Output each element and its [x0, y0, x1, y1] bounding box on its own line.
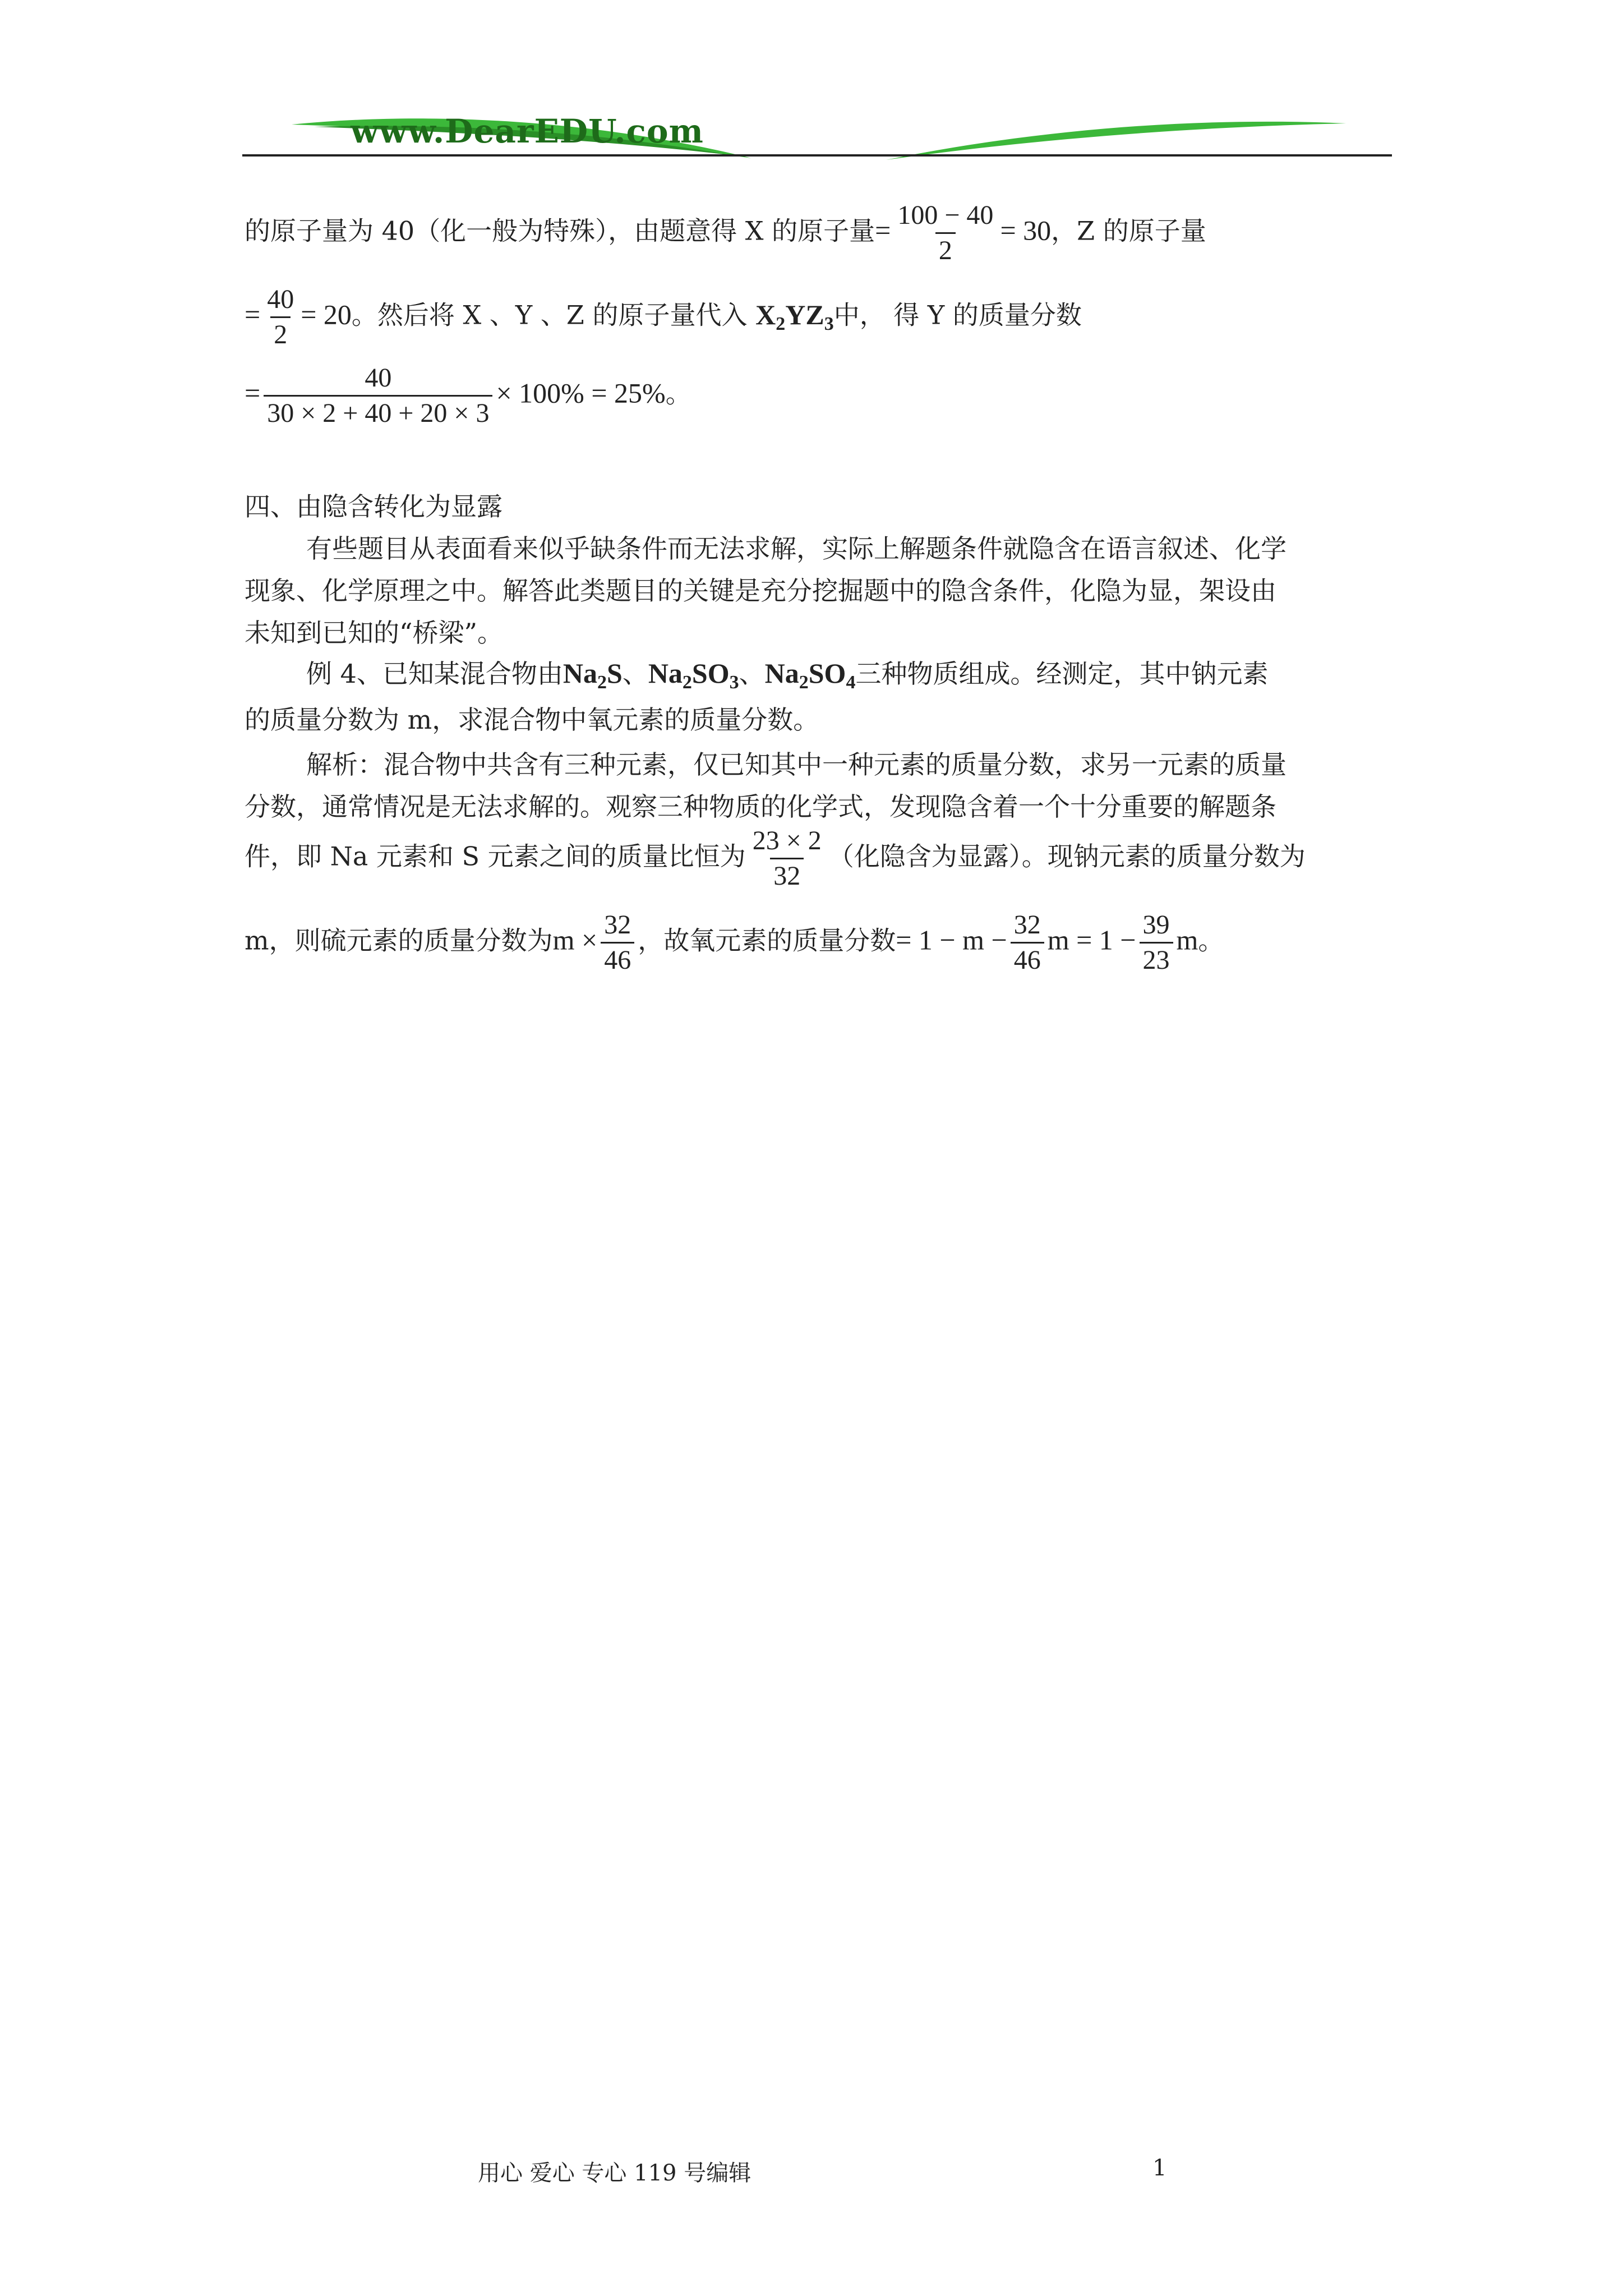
footer-text: 用心 爱心 专心 119 号编辑	[478, 2160, 751, 2186]
fraction: $\frac{100 - 40}{2}$	[897, 200, 994, 265]
section-heading: 四、由隐含转化为显露	[245, 491, 502, 522]
analysis-line1: 解析：混合物中共含有三种元素，仅已知其中一种元素的质量分数，求另一元素的质量	[306, 749, 1287, 780]
section4-p1-line1: 有些题目从表面看来似乎缺条件而无法求解，实际上解题条件就隐含在语言叙述、化学	[306, 533, 1287, 564]
logo-text[interactable]: www.DearEDU.com	[351, 112, 704, 150]
section4-p1-line2: 现象、化学原理之中。解答此类题目的关键是充分挖掘题中的隐含条件，化隐为显，架设由	[245, 576, 1276, 606]
fraction: $\frac{40}{30 \times 2 + 40 + 20 \times 3}$	[264, 365, 492, 427]
fraction: $\frac{39}{23}$	[1140, 912, 1173, 974]
para1-line3: = $\frac{40}{30 \times 2 + 40 + 20 \times 3}$ × 100% = 25%。	[245, 363, 691, 428]
example4-line2: 的质量分数为 m，求混合物中氧元素的质量分数。	[245, 705, 819, 735]
formula-na2so3: $Na_2SO_3$	[648, 657, 739, 693]
formula-na2so4: $Na_2SO_4$	[764, 657, 856, 693]
para1-line2: = $\frac{40}{2}$ = 20。然后将 X 、Y 、Z 的原子量代入 $X_2YZ_3$中， 得 Y 的质量分数	[245, 284, 1082, 349]
fraction: $\frac{23 \times 2}{32}$	[752, 826, 822, 891]
fraction: $\frac{32}{46}$	[1011, 912, 1044, 974]
section4-p1-line3: 未知到已知的“桥梁”。	[245, 618, 504, 648]
analysis-line3: 件，即 Na 元素和 S 元素之间的质量比恒为 $\frac{23 \times 2}{32}$ （化隐含为显露）。现钠元素的质量分数为	[245, 826, 1306, 891]
analysis-line4: m，则硫元素的质量分数为m × $\frac{32}{46}$ ，故氧元素的质量分数= 1 − m − $\frac{32}{46}$ m = 1 − $\frac{39}{23}$ m。	[245, 910, 1224, 975]
para1-line1: 的原子量为 40（化一般为特殊），由题意得 X 的原子量= $\frac{100 - 40}{2}$ = 30，Z 的原子量	[245, 200, 1206, 265]
formula-na2s: $Na_2S$	[562, 657, 623, 693]
example4-line1: 例 4、已知某混合物由$Na_2S$、$Na_2SO_3$、$Na_2SO_4$三种物质组成。经测定，其中钠元素	[306, 657, 1269, 693]
fraction: $\frac{32}{46}$	[601, 912, 634, 974]
formula-x2yz3: $X_2YZ_3$	[755, 298, 834, 334]
page-number: 1	[1152, 2155, 1167, 2181]
fraction: $\frac{40}{2}$	[267, 284, 294, 349]
header-rule	[242, 154, 1392, 157]
analysis-line2: 分数，通常情况是无法求解的。观察三种物质的化学式，发现隐含着一个十分重要的解题条	[245, 792, 1276, 822]
